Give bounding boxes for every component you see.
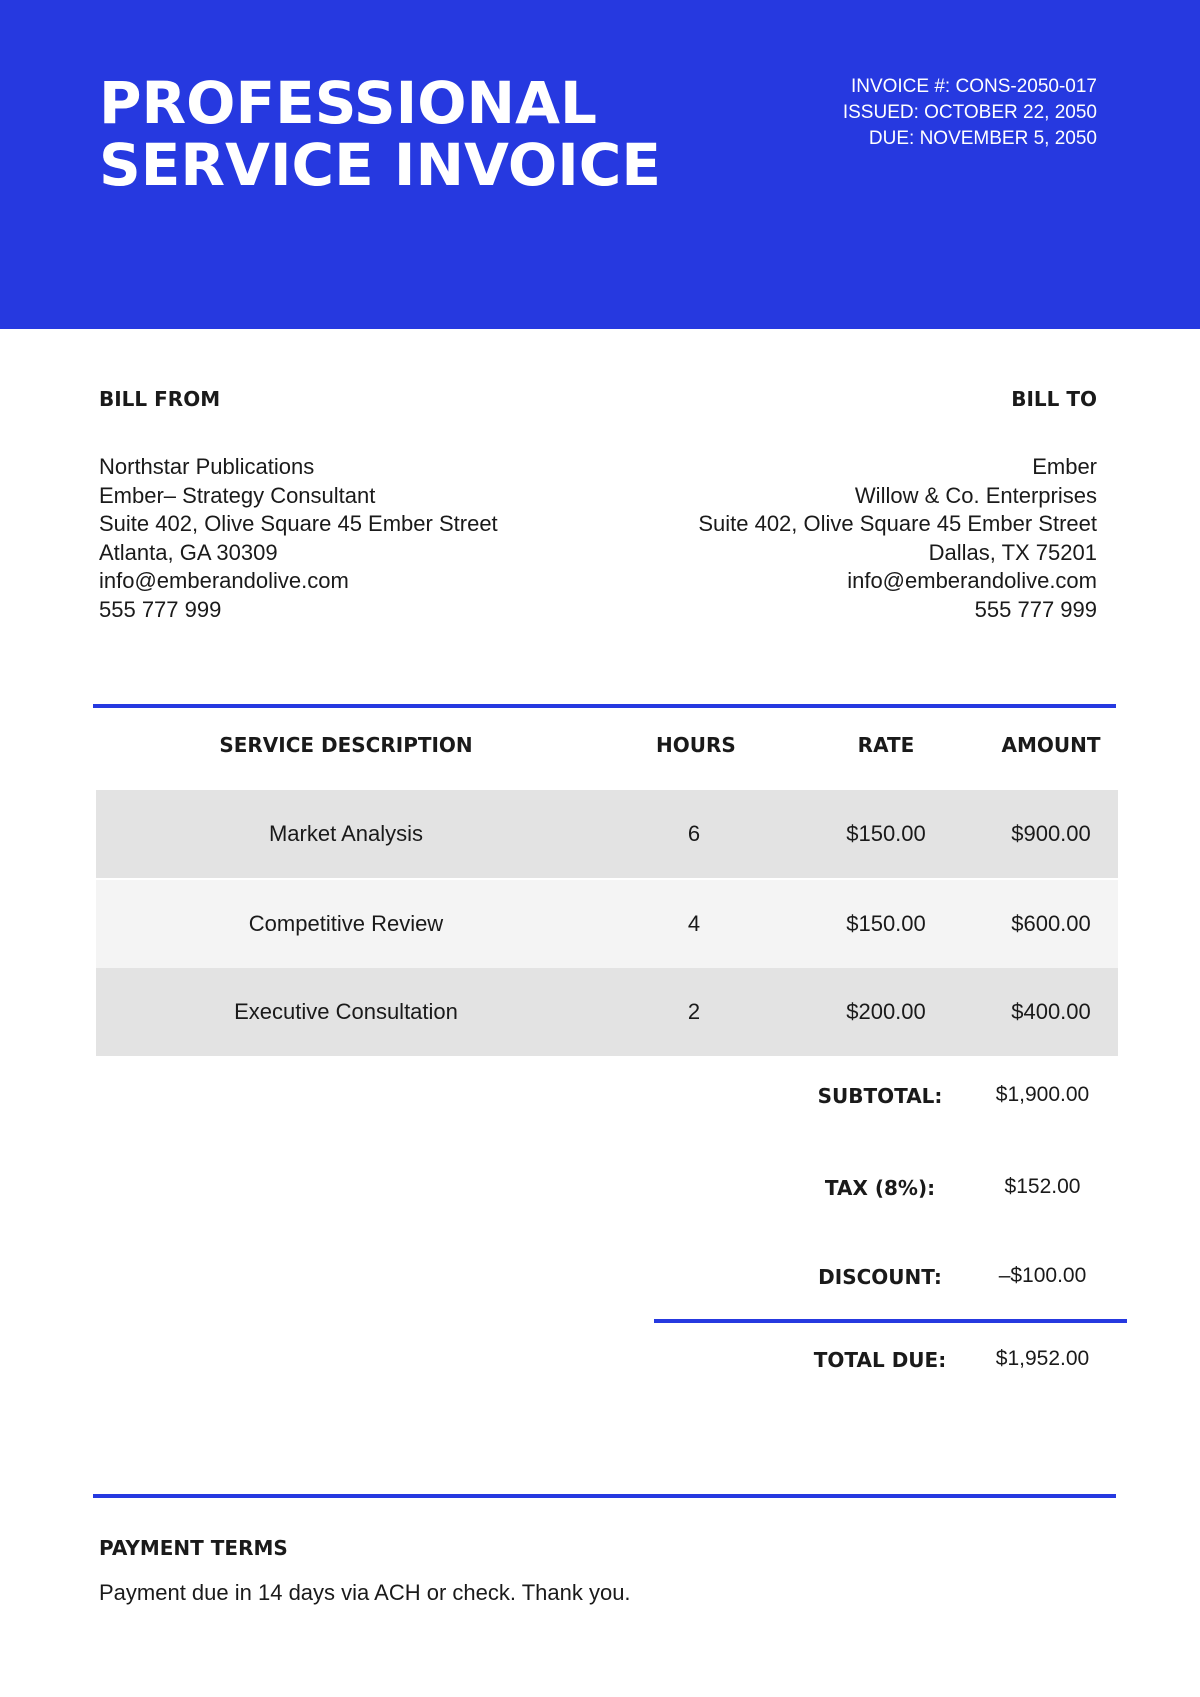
payment-terms-text: Payment due in 14 days via ACH or check. Thank you.: [99, 1580, 631, 1605]
bill-to-phone: 555 777 999: [974, 596, 1097, 622]
subtotal-value: $1,900.00: [995, 1083, 1090, 1106]
cell-amount: $900.00: [1011, 821, 1091, 846]
bill-from-phone: 555 777 999: [99, 596, 222, 622]
bill-to-line: Ember: [1032, 454, 1097, 479]
bill-from-heading: BILL FROM: [99, 387, 221, 411]
col-header-amount: AMOUNT: [1001, 733, 1101, 757]
table-row: [96, 790, 1118, 878]
col-header-rate: RATE: [857, 733, 915, 757]
cell-hours: 6: [687, 821, 701, 846]
bill-from-line: Ember– Strategy Consultant: [99, 482, 376, 508]
tax-value: $152.00: [1004, 1175, 1081, 1198]
table-row: [96, 968, 1118, 1056]
due-date: DUE: NOVEMBER 5, 2050: [868, 128, 1097, 149]
bill-from-line: Northstar Publications: [99, 454, 315, 479]
bill-from-email: info@emberandolive.com: [99, 568, 349, 594]
col-header-description: SERVICE DESCRIPTION: [219, 733, 473, 757]
discount-label: DISCOUNT:: [818, 1265, 942, 1289]
cell-hours: 4: [687, 911, 701, 936]
bill-to-heading: BILL TO: [1011, 387, 1097, 411]
cell-hours: 2: [687, 999, 701, 1024]
col-header-hours: HOURS: [656, 733, 736, 757]
issued-date: ISSUED: OCTOBER 22, 2050: [842, 102, 1097, 123]
discount-value: –$100.00: [998, 1264, 1087, 1287]
bill-to-line: Dallas, TX 75201: [928, 539, 1097, 565]
bill-from-line: Atlanta, GA 30309: [99, 539, 278, 565]
table-row: [96, 880, 1118, 968]
bill-to-line: Suite 402, Olive Square 45 Ember Street: [698, 511, 1097, 537]
cell-amount: $600.00: [1011, 911, 1091, 936]
cell-rate: $150.00: [846, 911, 926, 936]
cell-rate: $200.00: [846, 999, 926, 1024]
table-top-divider: [93, 704, 1116, 708]
header-banner: [0, 0, 1200, 329]
invoice-number: INVOICE #: CONS-2050-017: [850, 76, 1097, 97]
title-line-2: SERVICE INVOICE: [99, 131, 661, 199]
cell-description: Executive Consultation: [234, 999, 458, 1024]
cell-description: Competitive Review: [248, 911, 444, 936]
total-divider: [654, 1319, 1127, 1323]
invoice-meta: [843, 74, 1097, 152]
cell-rate: $150.00: [846, 821, 926, 846]
footer-divider: [93, 1494, 1116, 1498]
bill-to-email: info@emberandolive.com: [847, 568, 1097, 594]
title-line-1: PROFESSIONAL: [99, 69, 597, 137]
cell-amount: $400.00: [1011, 999, 1091, 1024]
tax-label: TAX (8%):: [824, 1176, 936, 1200]
bill-to-block: [698, 453, 1097, 625]
bill-to-line: Willow & Co. Enterprises: [854, 482, 1097, 508]
total-due-value: $1,952.00: [995, 1347, 1090, 1370]
page-title: [99, 69, 661, 199]
cell-description: Market Analysis: [268, 821, 424, 846]
total-due-label: TOTAL DUE:: [813, 1348, 947, 1372]
subtotal-label: SUBTOTAL:: [817, 1084, 943, 1108]
bill-from-line: Suite 402, Olive Square 45 Ember Street: [99, 511, 498, 537]
payment-terms-heading: PAYMENT TERMS: [99, 1536, 288, 1560]
bill-from-block: [99, 453, 498, 625]
